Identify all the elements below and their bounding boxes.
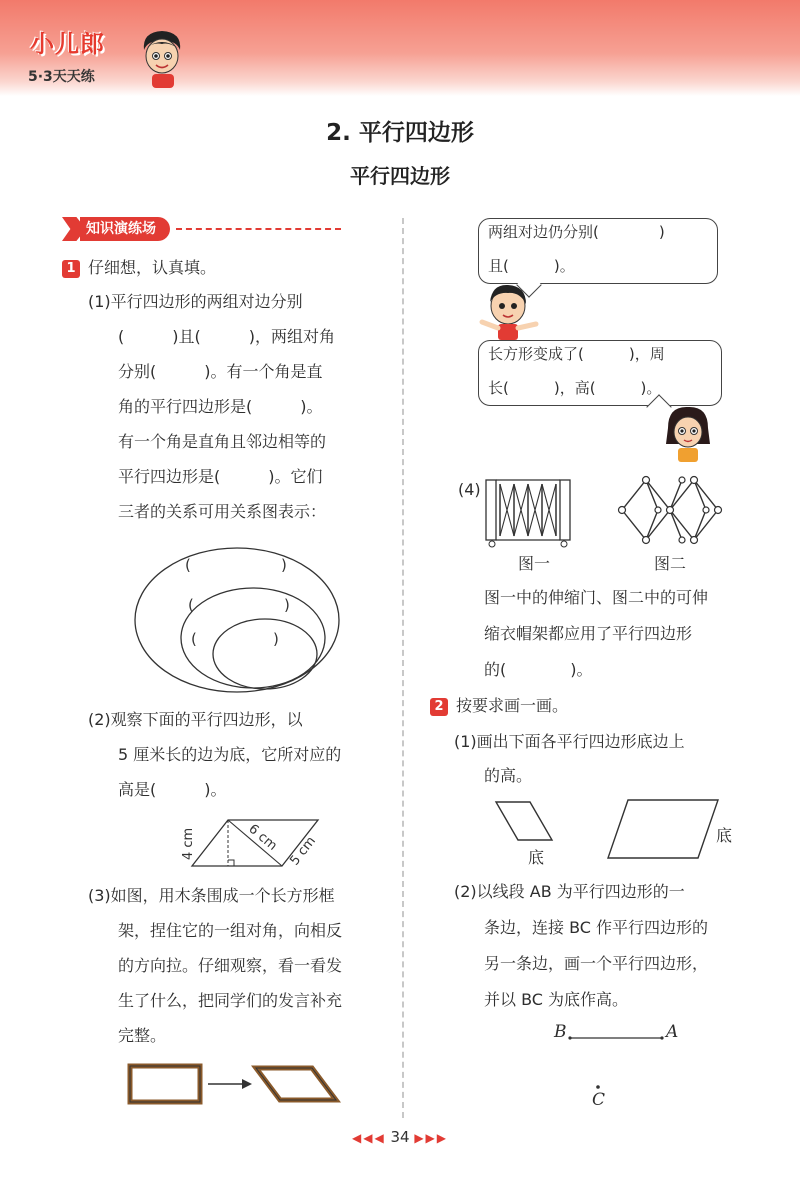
label-6cm: 6 cm — [245, 821, 280, 854]
mascot-boy-icon — [138, 28, 186, 90]
right-angle-mark — [228, 860, 234, 866]
q1-p1-line: (1)平行四边形的两组对边分别 — [88, 292, 303, 311]
q2-p2-line: 另一条边，画一个平行四边形， — [484, 954, 709, 973]
q1-p3-line: 架，捏住它的一组对角，向相反 — [118, 921, 343, 940]
q1-p4-line: 缩衣帽架都应用了平行四边形 — [484, 624, 693, 643]
label-4cm: 4 cm — [181, 827, 196, 860]
q2-number: 2 — [430, 698, 448, 716]
brand-series: 5·3天天练 — [28, 69, 95, 85]
bubble2-line: 长方形变成了( )，周 — [488, 345, 665, 363]
q1-p1-line: 平行四边形是( )。它们 — [118, 467, 323, 486]
q1-p1-line: ( )且( )，两组对角 — [118, 327, 335, 346]
point-b-label: B — [554, 1022, 567, 1042]
venn-blank-close: ) — [284, 596, 290, 614]
figure1-caption: 图一 — [518, 554, 551, 573]
q1-p1-line: 三者的关系可用关系图表示： — [118, 502, 327, 521]
q2-title: 按要求画一画。 — [456, 696, 569, 715]
brand-logo — [20, 22, 190, 94]
page-title: 2. 平行四边形 — [326, 120, 474, 146]
right-arrows-icon: ▶▶▶ — [414, 1131, 449, 1145]
q1-p2-line: 5 厘米长的边为底，它所对应的 — [118, 745, 342, 764]
parallelogram-figure — [170, 808, 330, 874]
q1-p4-line: 的( )。 — [484, 660, 593, 679]
q2-p1-line: (1)画出下面各平行四边形底边上 — [454, 732, 685, 751]
q2-p1-line: 的高。 — [484, 766, 533, 785]
telescopic-gate-figure — [484, 474, 574, 548]
q1-heading — [62, 258, 216, 278]
venn-middle-ellipse — [181, 588, 325, 688]
q2-p2-line: (2)以线段 AB 为平行四边形的一 — [454, 882, 685, 901]
q2-p2-line: 条边，连接 BC 作平行四边形的 — [484, 918, 709, 937]
q1-p1-line: 有一个角是直角且邻边相等的 — [118, 432, 327, 451]
label-5cm: 5 cm — [287, 833, 319, 869]
segment-ab — [568, 1030, 666, 1042]
q2-heading — [430, 696, 568, 716]
venn-inner-ellipse — [213, 619, 317, 689]
base-label-2: 底 — [716, 826, 733, 845]
venn-blank-open: ( — [188, 596, 194, 614]
rectangle-frame — [130, 1066, 200, 1102]
q1-p1-line: 分别( )。有一个角是直 — [118, 362, 323, 381]
rectangle-frame-outline — [130, 1066, 200, 1102]
q1-p2-line: (2)观察下面的平行四边形，以 — [88, 710, 303, 729]
column-divider — [402, 218, 404, 1118]
q1-p4-line: 图一中的伸缩门、图二中的可伸 — [484, 588, 709, 607]
q1-title: 仔细想，认真填。 — [88, 258, 217, 277]
boy-character-icon — [476, 282, 542, 342]
bubble2-line: 长( )，高( )。 — [488, 379, 662, 397]
q1-number: 1 — [62, 260, 80, 278]
q1-p3-line: 完整。 — [118, 1026, 167, 1045]
q1-p2-line: 高是( )。 — [118, 780, 227, 799]
bubble1-line: 且( )。 — [488, 257, 575, 275]
venn-blank-close: ) — [281, 556, 287, 574]
page-footer — [0, 1128, 800, 1146]
venn-blank-close: ) — [273, 630, 279, 648]
page-number: 34 — [390, 1128, 410, 1146]
page-subtitle: 平行四边形 — [350, 164, 450, 188]
figure2-caption: 图二 — [654, 554, 687, 573]
frame-transform-figure — [124, 1060, 344, 1110]
parallelogram-frame-outline — [256, 1068, 336, 1100]
q1-p3-line: 的方向拉。仔细观察，看一看发 — [118, 956, 343, 975]
small-parallelogram — [490, 796, 560, 846]
point-c-label: C — [592, 1090, 606, 1110]
q1-p3-line: (3)如图，用木条围成一个长方形框 — [88, 886, 335, 905]
left-arrows-icon: ◀◀◀ — [351, 1131, 386, 1145]
tag-dashed-line — [176, 228, 341, 230]
base-label-1: 底 — [528, 848, 545, 867]
coat-rack-figure — [616, 474, 732, 548]
q1-p4-label: (4) — [458, 480, 481, 499]
section-tag-label: 知识演练场 — [80, 217, 170, 241]
venn-blank-open: ( — [191, 630, 197, 648]
q2-p2-line: 并以 BC 为底作高。 — [484, 990, 629, 1009]
brand-name: 小儿郎 — [30, 30, 105, 58]
point-a-label: A — [666, 1022, 679, 1042]
section-tag — [62, 216, 341, 242]
q1-p3-line: 生了什么，把同学们的发言补充 — [118, 991, 343, 1010]
venn-blank-open: ( — [185, 556, 191, 574]
venn-relation-diagram — [125, 540, 355, 700]
large-parallelogram — [604, 796, 724, 866]
girl-character-icon — [660, 404, 716, 464]
q1-p1-line: 角的平行四边形是( )。 — [118, 397, 323, 416]
bubble1-line: 两组对边仍分别( ) — [488, 223, 665, 241]
arrow-right-icon — [242, 1079, 252, 1089]
